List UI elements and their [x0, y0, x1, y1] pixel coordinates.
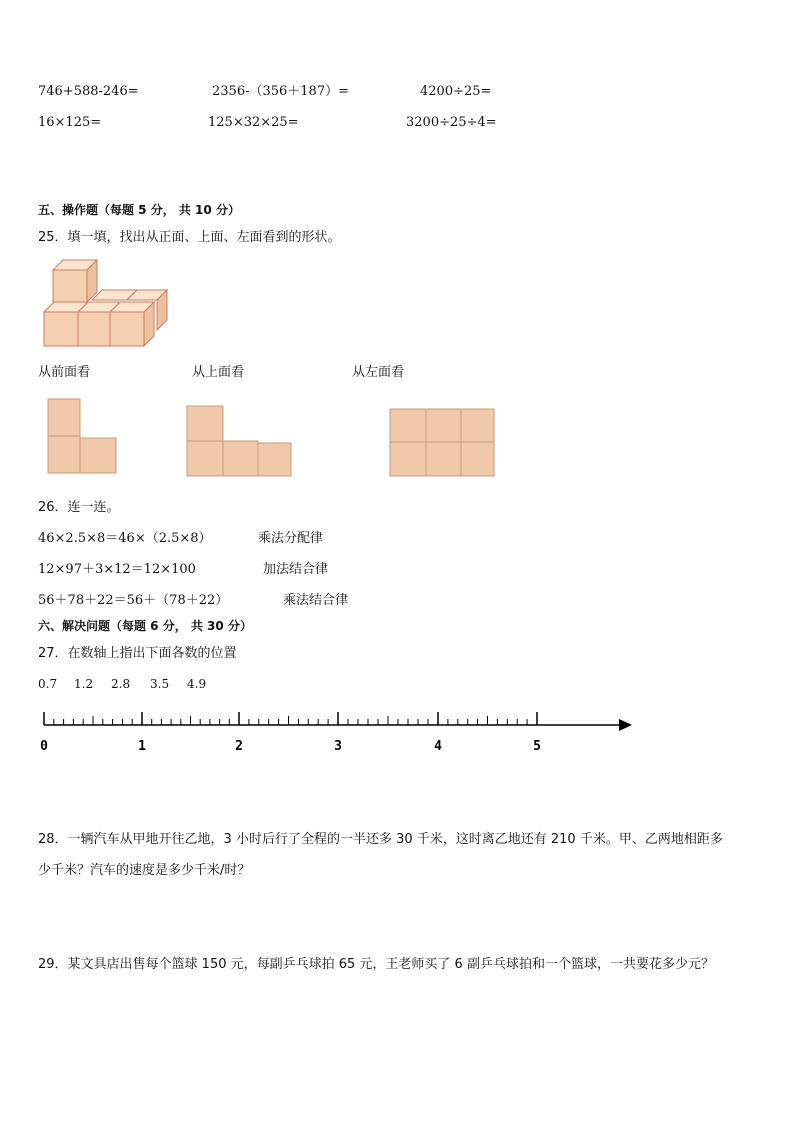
number-item: 0.7	[38, 677, 58, 691]
question-27: 27．在数轴上指出下面各数的位置	[38, 646, 237, 661]
calc-expression: 746+588-246=	[38, 84, 139, 99]
view-label-top: 从上面看	[192, 365, 245, 380]
law-label: 乘法结合律	[283, 593, 349, 608]
section-heading: 五、操作题（每题 5 分， 共 10 分）	[38, 203, 240, 217]
question-29: 29．某文具店出售每个篮球 150 元，每副乒乓球拍 65 元，王老师买了 6 副乒乓球拍和一个篮球，一共要花多少元？	[38, 957, 714, 972]
left-view-shape	[390, 409, 496, 477]
cube-stack-figure	[40, 255, 175, 350]
axis-label: 3	[334, 739, 342, 754]
calc-expression: 125×32×25=	[208, 115, 299, 130]
number-item: 3.5	[150, 677, 170, 691]
front-view-shape	[48, 399, 118, 475]
axis-label: 1	[138, 739, 146, 754]
number-item: 2.8	[111, 677, 131, 691]
axis-label: 5	[533, 739, 541, 754]
law-label: 乘法分配律	[258, 531, 324, 546]
number-item: 4.9	[187, 677, 207, 691]
question-28-line2: 少千米？汽车的速度是多少千米/时？	[38, 863, 251, 878]
calc-expression: 4200÷25=	[420, 84, 492, 99]
calc-expression: 16×125=	[38, 115, 102, 130]
equation-left: 56＋78＋22＝56＋（78＋22）	[38, 593, 229, 608]
equation-left: 12×97＋3×12＝12×100	[38, 562, 196, 577]
axis-label: 0	[40, 739, 48, 754]
question-26: 26．连一连。	[38, 500, 120, 515]
top-view-shape	[187, 406, 293, 478]
number-item: 1.2	[74, 677, 94, 691]
calc-expression: 2356-（356＋187）=	[212, 84, 349, 99]
equation-left: 46×2.5×8＝46×（2.5×8）	[38, 531, 212, 546]
question-25: 25．填一填，找出从正面、上面、左面看到的形状。	[38, 230, 341, 245]
section-heading: 六、解决问题（每题 6 分， 共 30 分）	[38, 619, 252, 633]
axis-label: 4	[434, 739, 442, 754]
number-line	[0, 700, 660, 760]
calc-expression: 3200÷25÷4=	[406, 115, 497, 130]
arrow-icon	[619, 719, 632, 731]
view-label-front: 从前面看	[38, 365, 91, 380]
law-label: 加法结合律	[263, 562, 329, 577]
question-28-line1: 28．一辆汽车从甲地开往乙地，3 小时后行了全程的一半还多 30 千米，这时离乙地还有 210 千米。甲、乙两地相距多	[38, 832, 723, 847]
axis-label: 2	[235, 739, 243, 754]
view-label-left: 从左面看	[352, 365, 405, 380]
